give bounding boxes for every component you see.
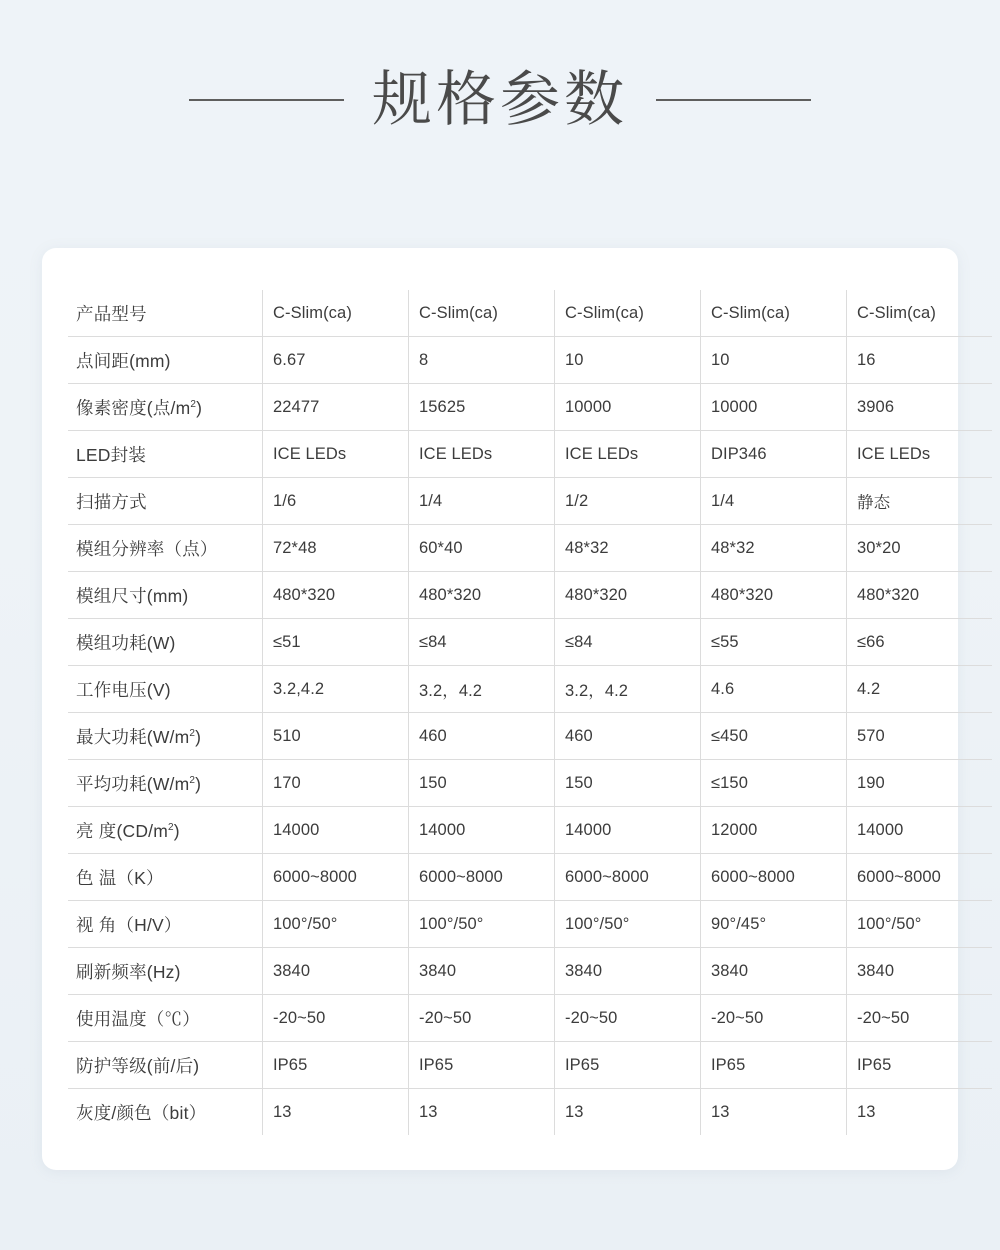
table-cell: 170	[263, 760, 409, 807]
spec-card	[42, 248, 958, 1170]
table-cell: 14000	[847, 807, 993, 854]
table-cell: 460	[409, 713, 555, 760]
table-cell: 6000~8000	[263, 854, 409, 901]
table-cell: ICE LEDs	[555, 431, 701, 478]
table-row	[68, 525, 992, 572]
table-cell: ≤55	[701, 619, 847, 666]
table-cell: DIP346	[701, 431, 847, 478]
table-cell: 1/4	[701, 478, 847, 525]
title-rule-left	[189, 99, 344, 101]
row-label: 模组尺寸(mm)	[68, 572, 263, 619]
table-cell: C-Slim(ca)	[409, 290, 555, 337]
table-cell: IP65	[263, 1042, 409, 1089]
table-cell: 480*320	[701, 572, 847, 619]
table-cell: 3840	[409, 948, 555, 995]
table-cell: 100°/50°	[555, 901, 701, 948]
table-cell: 3.2，4.2	[555, 666, 701, 713]
table-row	[68, 760, 992, 807]
table-cell: ≤66	[847, 619, 993, 666]
table-cell: C-Slim(ca)	[847, 290, 993, 337]
table-cell: 14000	[409, 807, 555, 854]
table-cell: ≤51	[263, 619, 409, 666]
table-row	[68, 807, 992, 854]
table-cell: 12000	[701, 807, 847, 854]
table-cell: 15625	[409, 384, 555, 431]
table-cell: IP65	[701, 1042, 847, 1089]
table-cell: 6000~8000	[555, 854, 701, 901]
table-cell: 13	[701, 1089, 847, 1136]
table-cell: 1/6	[263, 478, 409, 525]
table-cell: 13	[263, 1089, 409, 1136]
table-cell: 3.2,4.2	[263, 666, 409, 713]
table-cell: 6.67	[263, 337, 409, 384]
table-cell: 460	[555, 713, 701, 760]
table-cell: 13	[555, 1089, 701, 1136]
table-cell: 3.2，4.2	[409, 666, 555, 713]
table-cell: 14000	[555, 807, 701, 854]
row-label: 最大功耗$(W/m^2)$	[68, 713, 263, 760]
table-cell: 1/4	[409, 478, 555, 525]
table-cell: IP65	[847, 1042, 993, 1089]
table-row	[68, 572, 992, 619]
row-label: 色 温（K）	[68, 854, 263, 901]
table-row	[68, 995, 992, 1042]
table-cell: ICE LEDs	[847, 431, 993, 478]
table-cell: ICE LEDs	[263, 431, 409, 478]
table-cell: 8	[409, 337, 555, 384]
table-cell: 3906	[847, 384, 993, 431]
table-cell: 72*48	[263, 525, 409, 572]
table-cell: ≤150	[701, 760, 847, 807]
row-label: 扫描方式	[68, 478, 263, 525]
row-label: 模组分辨率（点）	[68, 525, 263, 572]
row-label: 灰度/颜色（bit）	[68, 1089, 263, 1136]
table-row	[68, 948, 992, 995]
table-cell: 16	[847, 337, 993, 384]
table-cell: 570	[847, 713, 993, 760]
table-cell: 22477	[263, 384, 409, 431]
table-cell: 60*40	[409, 525, 555, 572]
row-label: 点间距(mm)	[68, 337, 263, 384]
row-label: 像素密度(点$/m^2$)	[68, 384, 263, 431]
table-cell: 48*32	[555, 525, 701, 572]
table-cell: 10	[555, 337, 701, 384]
table-cell: 480*320	[847, 572, 993, 619]
row-label: 亮 度$(CD/m^2)$	[68, 807, 263, 854]
table-row	[68, 666, 992, 713]
page-title	[0, 66, 1000, 133]
table-cell: 100°/50°	[263, 901, 409, 948]
table-cell: 190	[847, 760, 993, 807]
table-cell: 510	[263, 713, 409, 760]
table-cell: 480*320	[555, 572, 701, 619]
table-cell: -20~50	[555, 995, 701, 1042]
table-cell: 48*32	[701, 525, 847, 572]
table-cell: C-Slim(ca)	[701, 290, 847, 337]
table-cell: C-Slim(ca)	[555, 290, 701, 337]
table-row	[68, 619, 992, 666]
table-row	[68, 337, 992, 384]
table-row	[68, 431, 992, 478]
table-row	[68, 384, 992, 431]
table-cell: 150	[555, 760, 701, 807]
table-cell: IP65	[555, 1042, 701, 1089]
spec-table-body	[68, 290, 992, 1135]
table-row	[68, 713, 992, 760]
table-cell: 6000~8000	[409, 854, 555, 901]
table-cell: -20~50	[263, 995, 409, 1042]
table-cell: 3840	[847, 948, 993, 995]
row-label: LED封装	[68, 431, 263, 478]
table-cell: 3840	[263, 948, 409, 995]
table-cell: 480*320	[263, 572, 409, 619]
table-cell: 150	[409, 760, 555, 807]
table-row	[68, 901, 992, 948]
table-cell: 3840	[701, 948, 847, 995]
table-cell: 6000~8000	[701, 854, 847, 901]
row-label: 防护等级(前/后)	[68, 1042, 263, 1089]
table-cell: 10	[701, 337, 847, 384]
table-cell: 13	[857, 1102, 876, 1121]
row-label: 视 角（H/V）	[68, 901, 263, 948]
row-label: 平均功耗$(W/m^2)$	[68, 760, 263, 807]
table-row	[68, 290, 992, 337]
table-row	[68, 854, 992, 901]
table-cell: 10000	[701, 384, 847, 431]
table-cell: 90°/45°	[701, 901, 847, 948]
row-label: 产品型号	[68, 290, 263, 337]
table-cell: -20~50	[701, 995, 847, 1042]
table-cell: 100°/50°	[847, 901, 993, 948]
table-cell: 3840	[555, 948, 701, 995]
table-cell: 480*320	[409, 572, 555, 619]
table-cell: IP65	[409, 1042, 555, 1089]
table-cell: -20~50	[409, 995, 555, 1042]
row-label: 工作电压(V)	[68, 666, 263, 713]
table-cell: 静态	[847, 478, 993, 525]
table-row	[68, 1042, 992, 1089]
page-title-text: 规格参数	[372, 66, 628, 133]
table-cell: 14000	[263, 807, 409, 854]
table-cell: -20~50	[847, 995, 993, 1042]
table-cell: 4.6	[701, 666, 847, 713]
table-cell: C-Slim(ca)	[263, 290, 409, 337]
table-cell: 30*20	[847, 525, 993, 572]
table-row	[68, 1089, 992, 1136]
table-cell: 6000~8000	[847, 854, 993, 901]
spec-table	[68, 290, 992, 1135]
row-label: 使用温度（℃）	[68, 995, 263, 1042]
table-cell: 13	[409, 1089, 555, 1136]
row-label: 模组功耗(W)	[68, 619, 263, 666]
table-cell: 100°/50°	[409, 901, 555, 948]
table-cell: 4.2	[847, 666, 993, 713]
table-cell: ≤84	[555, 619, 701, 666]
table-cell: ≤450	[701, 713, 847, 760]
table-cell: ≤84	[409, 619, 555, 666]
table-cell: 10000	[555, 384, 701, 431]
table-cell: 1/2	[555, 478, 701, 525]
table-cell: ICE LEDs	[409, 431, 555, 478]
row-label: 刷新频率(Hz)	[68, 948, 263, 995]
title-rule-right	[656, 99, 811, 101]
table-row	[68, 478, 992, 525]
